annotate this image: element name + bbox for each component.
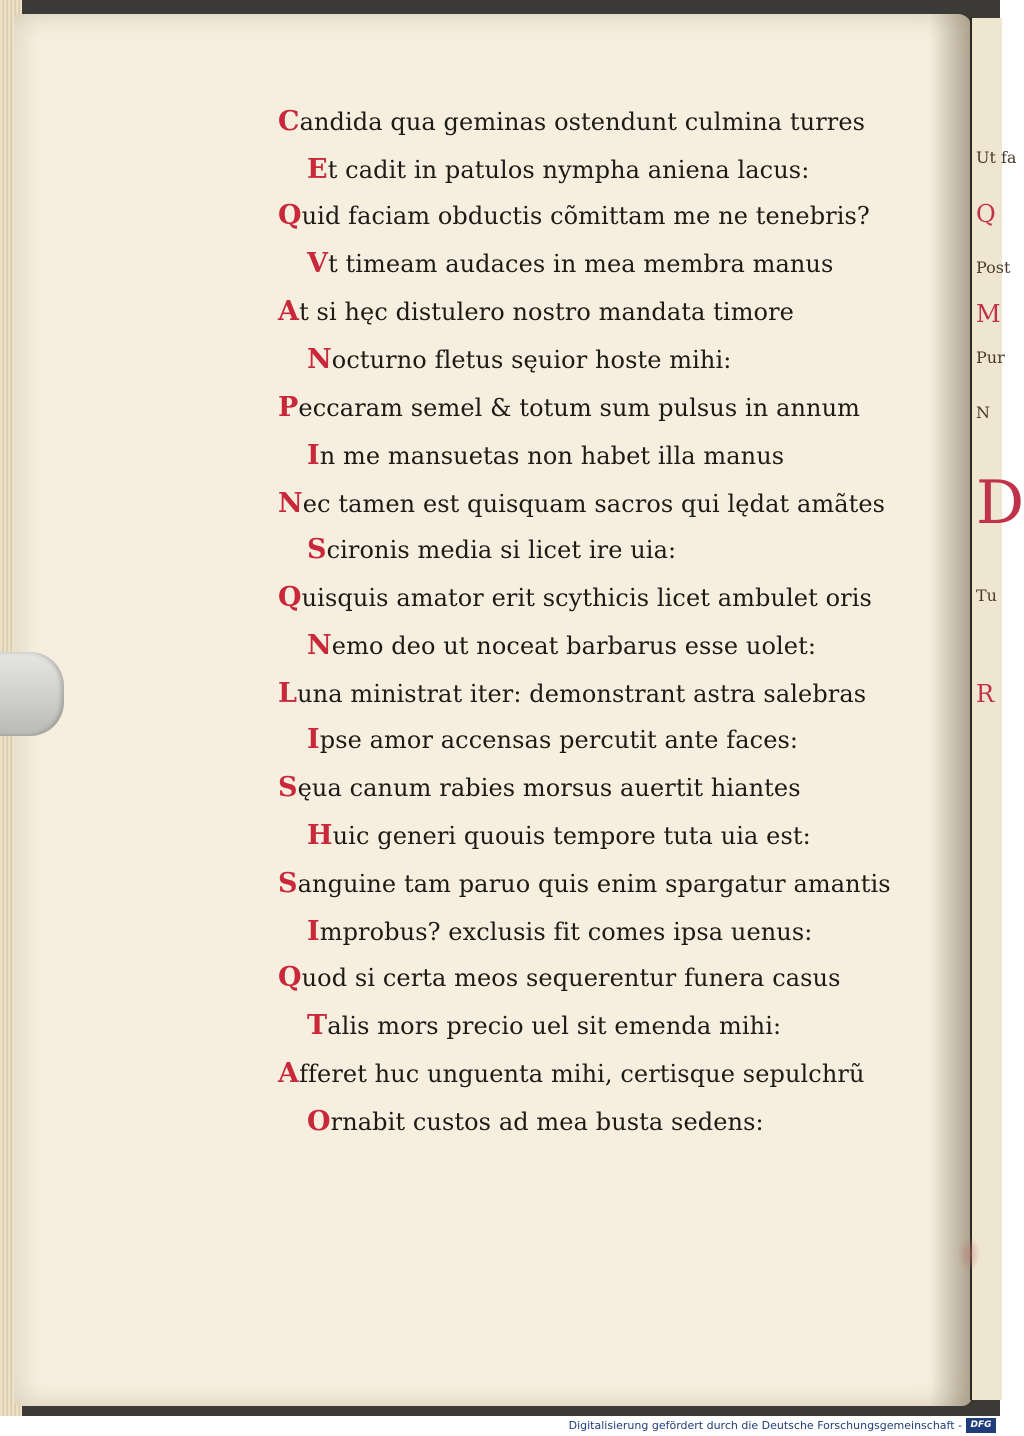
rubricated-initial: Q bbox=[278, 962, 302, 993]
verse-line: Peccaram semel & totum sum pulsus in annum bbox=[278, 392, 861, 423]
right-page-fragment: Tu bbox=[976, 586, 997, 605]
right-page-fragment: D bbox=[976, 468, 1024, 538]
verse-line: Huic generi quouis tempore tuta uia est: bbox=[307, 820, 811, 851]
rubricated-initial: I bbox=[307, 916, 320, 947]
funding-credit: Digitalisierung gefördert durch die Deutsche Forschungsgemeinschaft - bbox=[568, 1419, 962, 1432]
rubricated-initial: Q bbox=[278, 582, 302, 613]
rubricated-initial: N bbox=[307, 344, 332, 375]
footer-bar bbox=[0, 1416, 1000, 1436]
gutter-shadow bbox=[930, 14, 974, 1406]
verse-line: Scironis media si licet ire uia: bbox=[307, 534, 677, 565]
verse-line: Improbus? exclusis fit comes ipsa uenus: bbox=[307, 916, 813, 947]
page-clip bbox=[0, 652, 64, 736]
dfg-logo[interactable]: DFG bbox=[966, 1418, 996, 1433]
verse-line: Talis mors precio uel sit emenda mihi: bbox=[307, 1010, 782, 1041]
rubricated-initial: A bbox=[278, 1058, 300, 1089]
rubricated-initial: O bbox=[307, 1106, 331, 1137]
rubricated-initial: T bbox=[307, 1010, 328, 1041]
right-page-fragment: N bbox=[976, 403, 990, 422]
rubricated-initial: N bbox=[278, 488, 303, 519]
verse-line: Sanguine tam paruo quis enim spargatur amantis bbox=[278, 868, 891, 899]
verse-line: Ornabit custos ad mea busta sedens: bbox=[307, 1106, 764, 1137]
verse-line: Quisquis amator erit scythicis licet ambulet oris bbox=[278, 582, 872, 613]
rubricated-initial: I bbox=[307, 440, 320, 471]
verse-line: Luna ministrat iter: demonstrant astra salebras bbox=[278, 678, 867, 709]
right-page-fragment: Ut fa bbox=[976, 148, 1017, 167]
rubricated-initial: V bbox=[307, 248, 329, 279]
right-page-fragment: Pur bbox=[976, 348, 1005, 367]
verse-line: Quod si certa meos sequerentur funera casus bbox=[278, 962, 841, 993]
verse-line: Et cadit in patulos nympha aniena lacus: bbox=[307, 154, 810, 185]
verse-line: At si hęc distulero nostro mandata timore bbox=[278, 296, 794, 327]
verse-line: Ipse amor accensas percutit ante faces: bbox=[307, 724, 799, 755]
right-page-fragment: Q bbox=[976, 200, 996, 228]
right-page-strip bbox=[970, 18, 1024, 1400]
rubricated-initial: S bbox=[278, 772, 298, 803]
verse-line: Sęua canum rabies morsus auertit hiantes bbox=[278, 772, 801, 803]
right-page-fragment: Post bbox=[976, 258, 1011, 277]
ink-stain bbox=[958, 1236, 980, 1272]
rubricated-initial: P bbox=[278, 392, 299, 423]
verse-line: Quid faciam obductis cõmittam me ne tenebris? bbox=[278, 200, 870, 231]
rubricated-initial: C bbox=[278, 106, 300, 137]
rubricated-initial: N bbox=[307, 630, 332, 661]
rubricated-initial: S bbox=[278, 868, 298, 899]
verse-line: In me mansuetas non habet illa manus bbox=[307, 440, 785, 471]
verse-line: Nec tamen est quisquam sacros qui lędat amãtes bbox=[278, 488, 886, 519]
verse-line: Vt timeam audaces in mea membra manus bbox=[307, 248, 834, 279]
rubricated-initial: E bbox=[307, 154, 328, 185]
verse-line: Nemo deo ut noceat barbarus esse uolet: bbox=[307, 630, 817, 661]
rubricated-initial: H bbox=[307, 820, 333, 851]
rubricated-initial: I bbox=[307, 724, 320, 755]
rubricated-initial: S bbox=[307, 534, 327, 565]
right-page-fragment: R bbox=[976, 680, 995, 708]
verse-line: Candida qua geminas ostendunt culmina turres bbox=[278, 106, 866, 137]
rubricated-initial: Q bbox=[278, 200, 302, 231]
right-page-fragment: M bbox=[976, 300, 1001, 328]
verse-line: Afferet huc unguenta mihi, certisque sepulchrũ bbox=[278, 1058, 865, 1089]
rubricated-initial: L bbox=[278, 678, 298, 709]
rubricated-initial: A bbox=[278, 296, 300, 327]
verse-line: Nocturno fletus sęuior hoste mihi: bbox=[307, 344, 732, 375]
